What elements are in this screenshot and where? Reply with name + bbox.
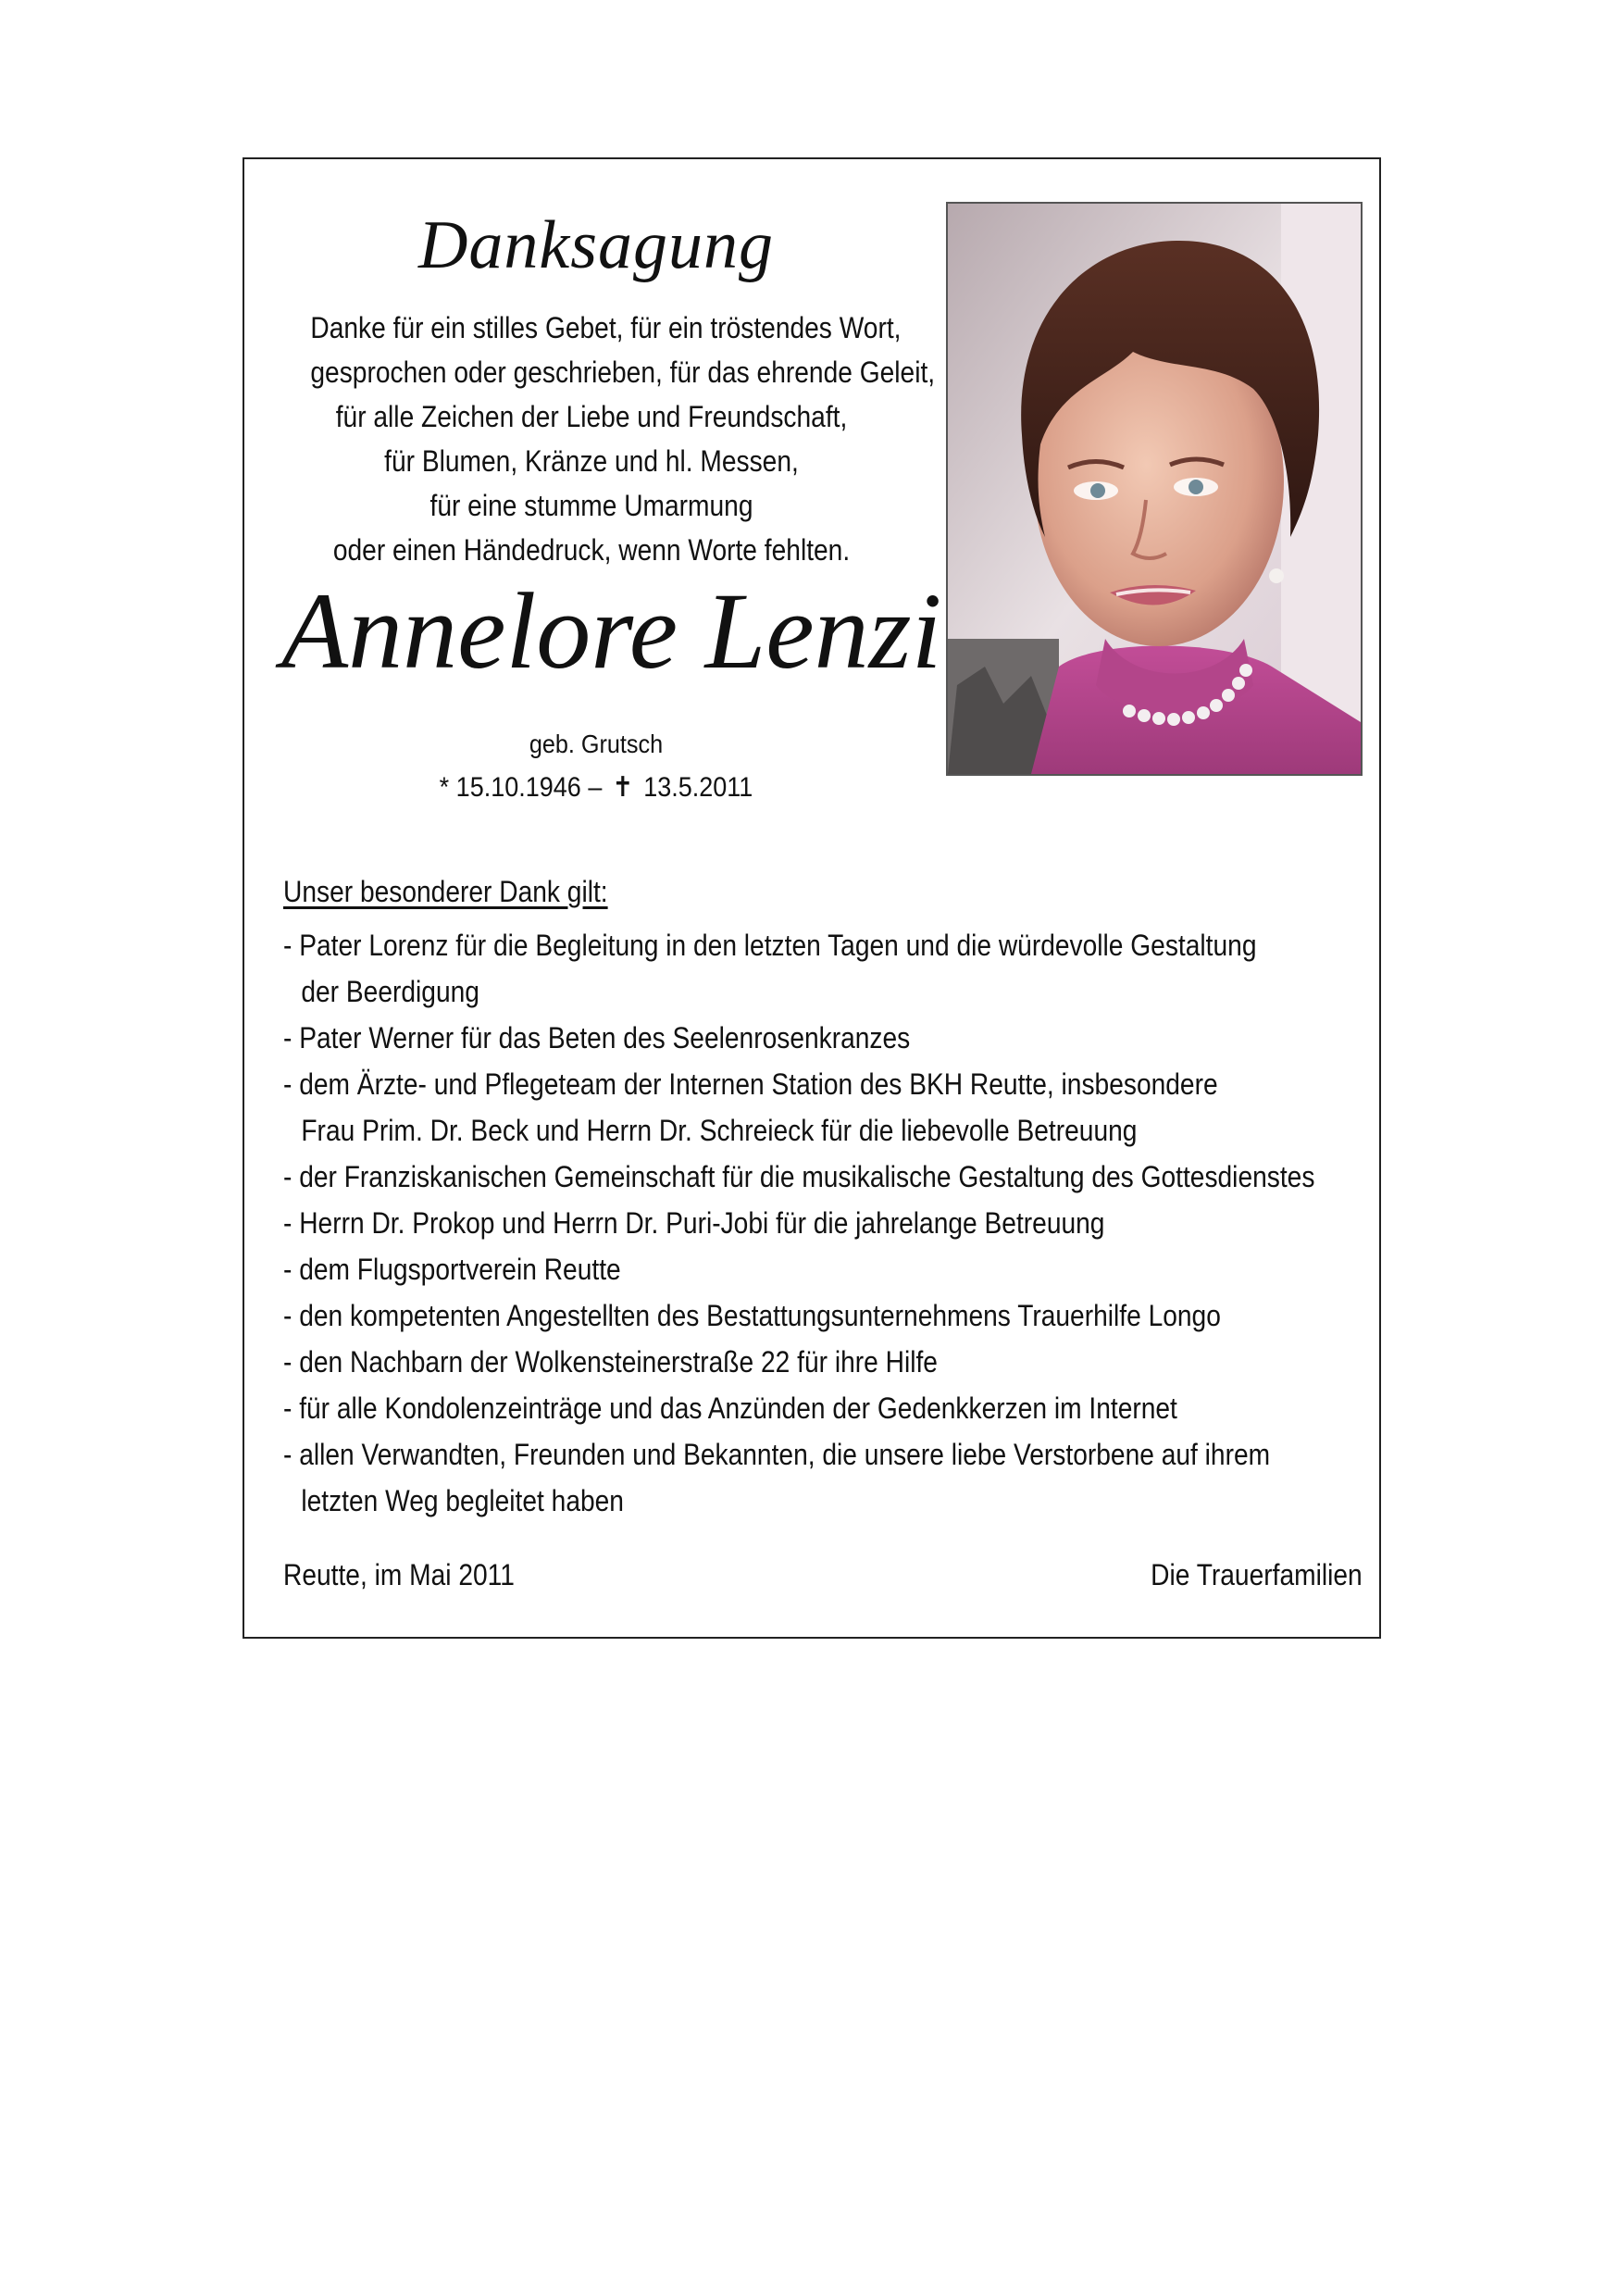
thanks-line: gesprochen oder geschrieben, für das ehrende Geleit, [310, 356, 936, 389]
thanks-line: für Blumen, Kränze und hl. Messen, [384, 444, 799, 478]
list-item: - den kompetenten Angestellten des Bestattungsunternehmens Trauerhilfe Longo [283, 1299, 1221, 1332]
list-item: - Pater Lorenz für die Begleitung in den letzten Tagen und die würdevolle Gestaltung [283, 929, 1257, 962]
thanks-line: für eine stumme Umarmung [429, 489, 753, 522]
portrait-photo [946, 202, 1363, 776]
list-item: - allen Verwandten, Freunden und Bekannten, die unsere liebe Verstorbene auf ihrem [283, 1438, 1271, 1471]
cross-icon: ✝ [612, 772, 634, 803]
list-item: - für alle Kondolenzeinträge und das Anzünden der Gedenkkerzen im Internet [283, 1391, 1177, 1425]
death-date: 13.5.2011 [643, 772, 753, 803]
birth-name: geb. Grutsch [529, 730, 664, 758]
heading: Danksagung [417, 207, 775, 283]
thanks-line: Danke für ein stilles Gebet, für ein tröstendes Wort, [310, 311, 902, 344]
thanks-line: oder einen Händedruck, wenn Worte fehlten. [332, 533, 851, 567]
list-item: - Pater Werner für das Beten des Seelenrosenkranzes [283, 1021, 911, 1054]
special-thanks-title: Unser besonderer Dank gilt: [283, 875, 608, 908]
birth-date: * 15.10.1946 – [439, 772, 603, 803]
signature: Die Trauerfamilien [1151, 1558, 1363, 1591]
list-item: letzten Weg begleitet haben [301, 1484, 624, 1517]
special-thanks-list [283, 922, 1357, 1524]
list-item: - den Nachbarn der Wolkensteinerstraße 22 für ihre Hilfe [283, 1345, 938, 1379]
list-item: - dem Flugsportverein Reutte [283, 1253, 621, 1286]
list-item: - dem Ärzte- und Pflegeteam der Internen Station des BKH Reutte, insbesondere [283, 1067, 1218, 1101]
list-item: der Beerdigung [301, 975, 479, 1008]
obituary-notice [243, 157, 1381, 1639]
portrait-icon [948, 204, 1361, 774]
list-item: Frau Prim. Dr. Beck und Herrn Dr. Schreieck für die liebevolle Betreuung [301, 1114, 1138, 1147]
deceased-name: Annelore Lenzi [281, 570, 942, 692]
thanks-line: für alle Zeichen der Liebe und Freundschaft, [335, 400, 848, 433]
list-item: - der Franziskanischen Gemeinschaft für die musikalische Gestaltung des Gottesdienstes [283, 1160, 1315, 1193]
list-item: - Herrn Dr. Prokop und Herrn Dr. Puri-Jobi für die jahrelange Betreuung [283, 1206, 1105, 1240]
life-dates [330, 768, 863, 807]
thanks-text [272, 306, 936, 572]
place-date: Reutte, im Mai 2011 [283, 1558, 515, 1591]
